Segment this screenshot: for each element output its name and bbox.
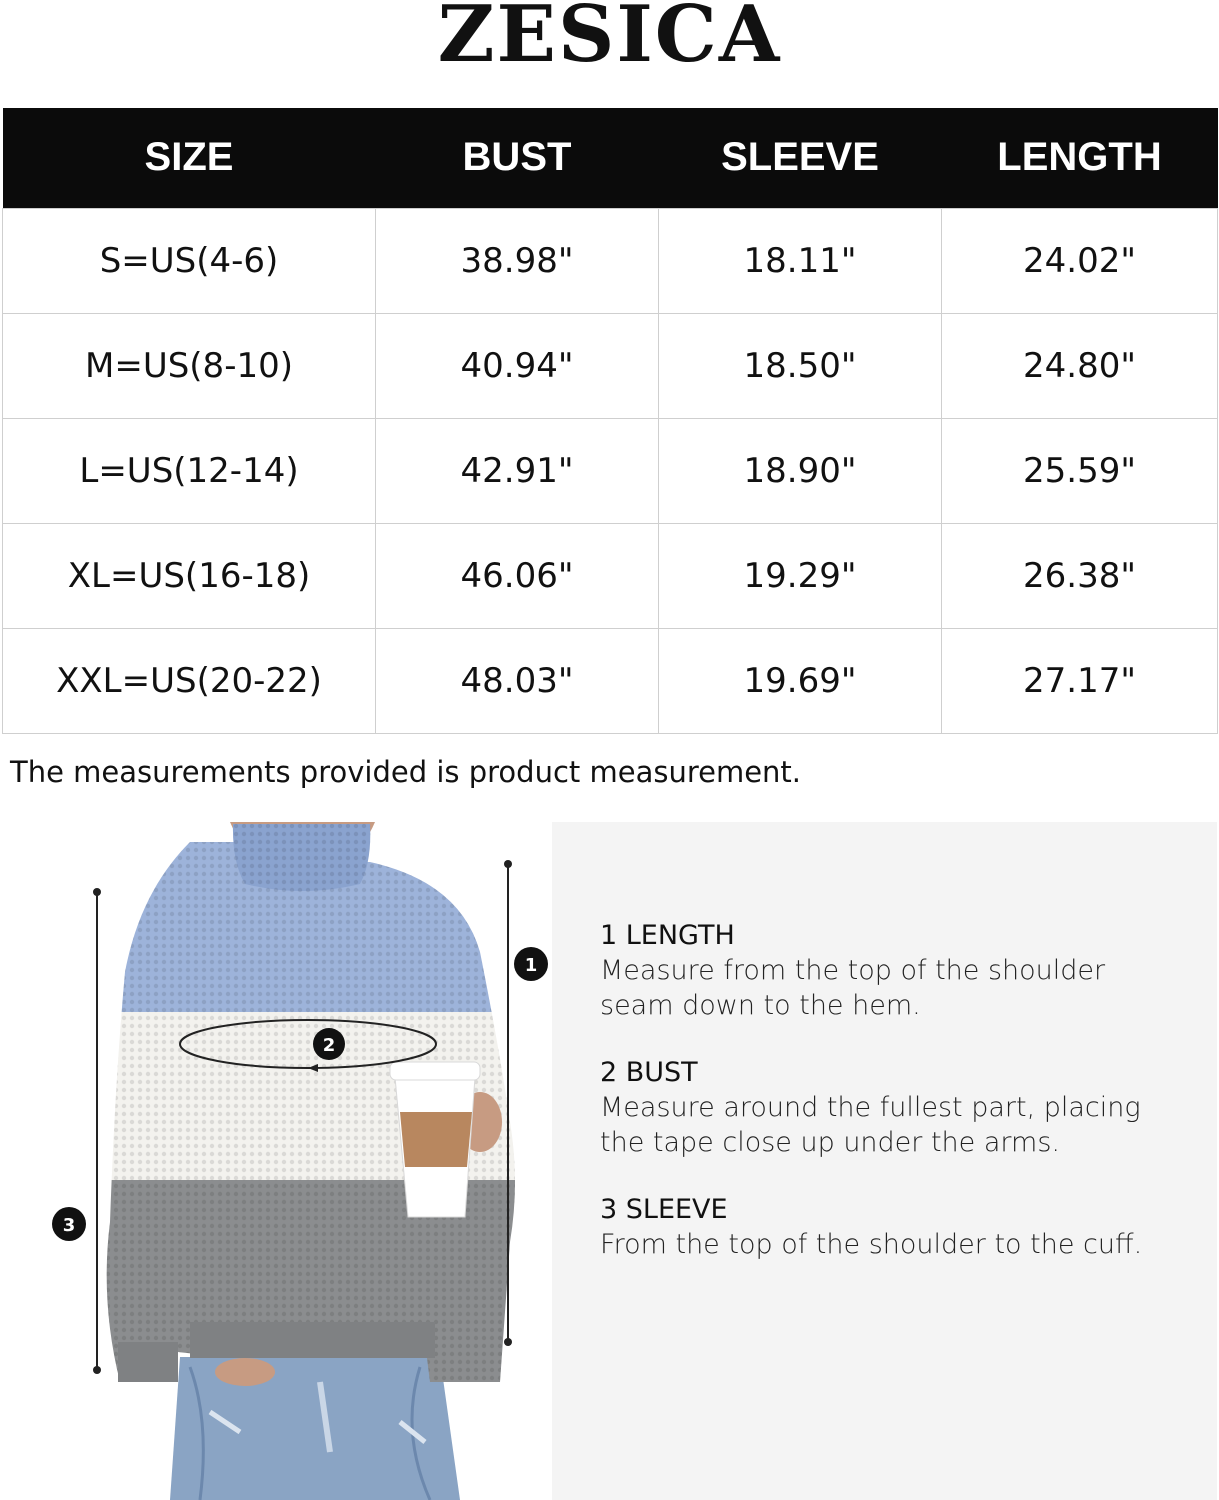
guide-title: 2 BUST <box>600 1057 698 1088</box>
guide-description: Measure around the fullest part, placing <box>600 1092 1141 1123</box>
sweater-measurement-illustration <box>40 822 550 1500</box>
header-length: LENGTH <box>942 108 1218 208</box>
size-cell: S=US(4-6) <box>3 208 376 313</box>
svg-text:3: 3 <box>62 1215 76 1236</box>
sleeve-cell: 19.69" <box>659 628 942 733</box>
guide-title: 3 SLEEVE <box>600 1194 728 1225</box>
length-cell: 25.59" <box>942 418 1218 523</box>
bust-cell: 40.94" <box>376 313 659 418</box>
table-row <box>3 418 1218 523</box>
marker-1 <box>514 947 548 981</box>
size-cell: M=US(8-10) <box>3 313 376 418</box>
length-cell: 27.17" <box>942 628 1218 733</box>
svg-text:2: 2 <box>322 1035 336 1056</box>
header-size: SIZE <box>3 108 376 208</box>
table-header-row <box>3 108 1218 208</box>
guide-item-sleeve <box>600 1193 1200 1262</box>
marker-2 <box>313 1028 345 1060</box>
sleeve-cell: 19.29" <box>659 523 942 628</box>
marker-3 <box>52 1207 86 1241</box>
sleeve-measure-line <box>93 888 101 1374</box>
length-cell: 24.80" <box>942 313 1218 418</box>
size-cell: L=US(12-14) <box>3 418 376 523</box>
guide-item-length <box>600 919 1200 1023</box>
sleeve-cell: 18.11" <box>659 208 942 313</box>
guide-item-bust <box>600 1056 1200 1160</box>
guide-description: seam down to the hem. <box>600 990 921 1021</box>
svg-text:1: 1 <box>524 955 538 976</box>
size-cell: XL=US(16-18) <box>3 523 376 628</box>
sleeve-cell: 18.50" <box>659 313 942 418</box>
sleeve-cell: 18.90" <box>659 418 942 523</box>
bust-cell: 46.06" <box>376 523 659 628</box>
guide-description: From the top of the shoulder to the cuff. <box>600 1229 1143 1260</box>
length-cell: 26.38" <box>942 523 1218 628</box>
guide-title: 1 LENGTH <box>600 920 735 951</box>
sweater-image <box>40 822 550 1400</box>
table-row <box>3 523 1218 628</box>
measurement-guide-panel <box>552 822 1217 1500</box>
bust-cell: 38.98" <box>376 208 659 313</box>
table-row <box>3 628 1218 733</box>
header-sleeve: SLEEVE <box>659 108 942 208</box>
guide-description: Measure from the top of the shoulder <box>600 955 1106 986</box>
size-cell: XXL=US(20-22) <box>3 628 376 733</box>
guide-description: the tape close up under the arms. <box>600 1127 1060 1158</box>
measurement-note: The measurements provided is product measurement. <box>10 755 802 789</box>
header-bust: BUST <box>376 108 659 208</box>
size-chart-table <box>2 108 1218 734</box>
table-row <box>3 313 1218 418</box>
bust-cell: 42.91" <box>376 418 659 523</box>
table-row <box>3 208 1218 313</box>
brand-logo: ZESICA <box>437 0 782 80</box>
jeans-image <box>170 1357 460 1500</box>
bust-cell: 48.03" <box>376 628 659 733</box>
length-cell: 24.02" <box>942 208 1218 313</box>
